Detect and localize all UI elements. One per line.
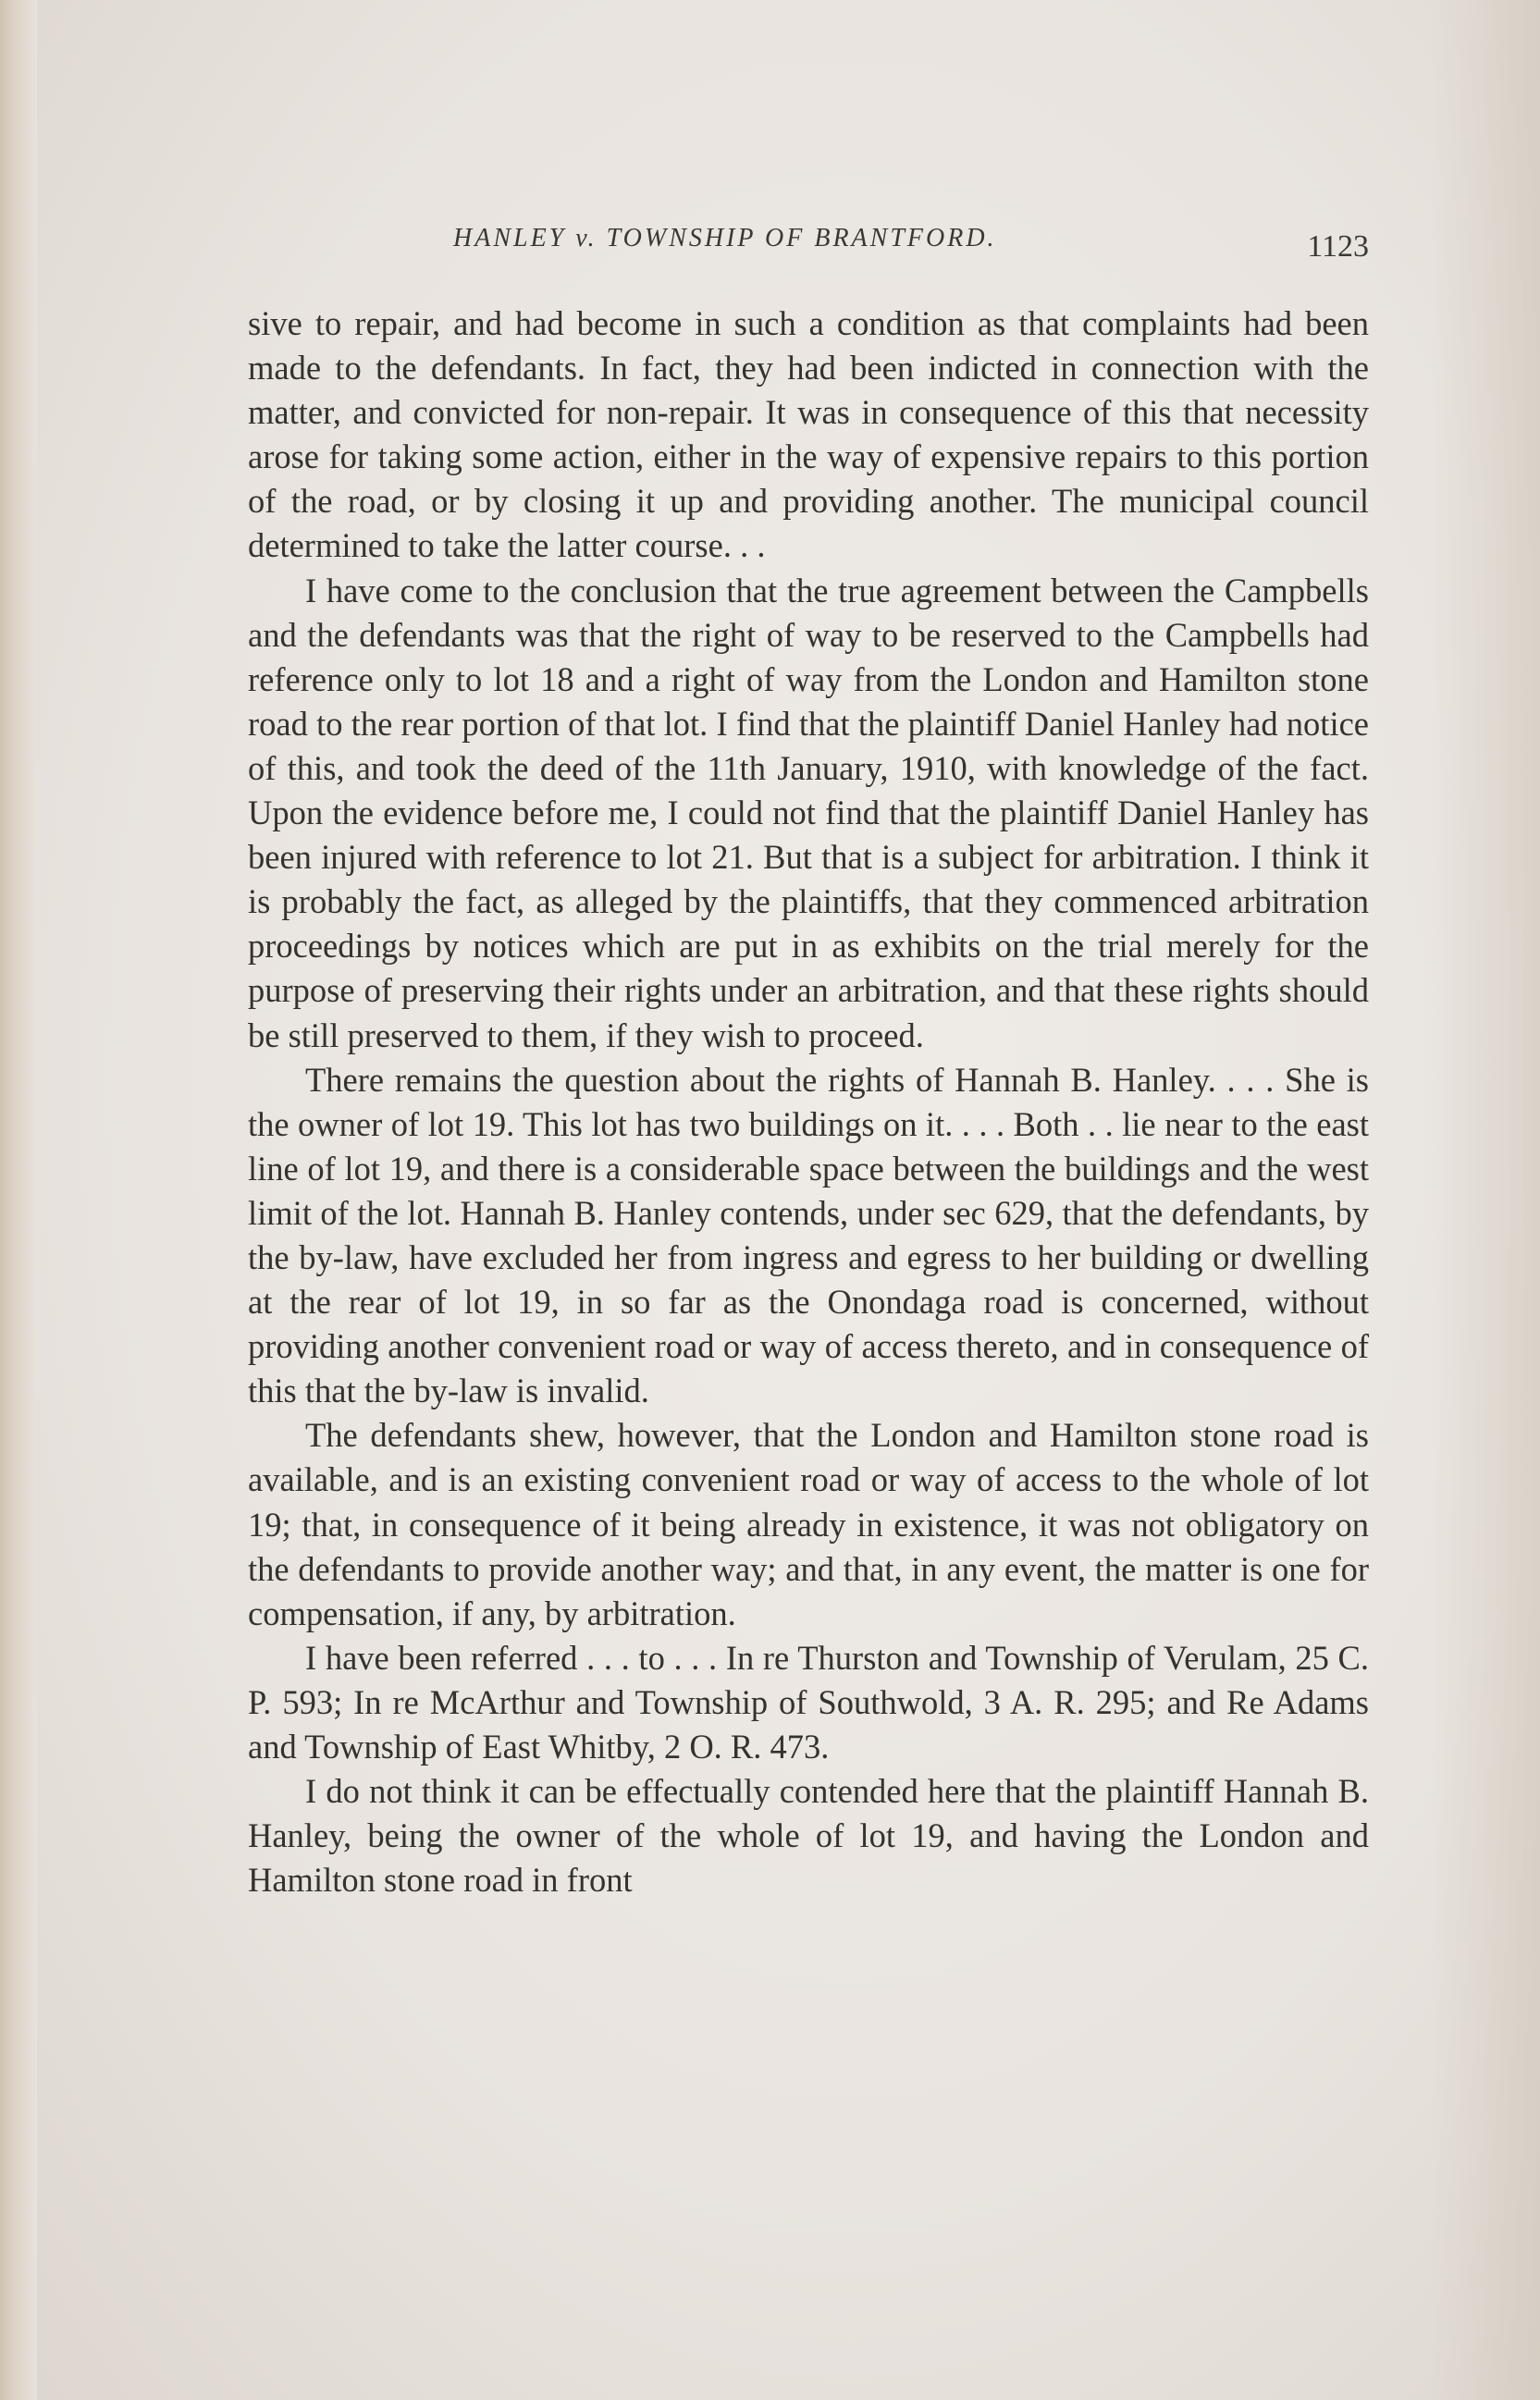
paragraph-1: sive to repair, and had become in such a condition as that complaints had been made to the defendants. In fact, they had been indicted in connection with the matter, and convicted for non-repair. It was in consequence of this that necessity arose for taking some action, either in the way of expensive repairs to this portion of the road, or by closing it up and providing another. The municipal council determined to take the latter course. . . — [248, 304, 1369, 565]
page-number: 1123 — [1307, 229, 1369, 264]
paragraph-4: The defendants shew, however, that the London and Hamilton stone road is available, and is an existing convenient road or way of access to the whole of lot 19; that, in consequence of it being already in existence, it was not obligatory on the defendants to provide another way; and that, in any event, the matter is one for compensation, if any, by arbitration. — [248, 1416, 1369, 1632]
paragraph-2: I have come to the conclusion that the true agreement between the Campbells and the defendants was that the right of way to be reserved to the Campbells had reference only to lot 18 and a right of way from the London and Hamilton stone road to the rear portion of that lot. I find that the plaintiff Daniel Hanley had notice of this, and took the deed of the 11th January, 1910, with knowledge of the fact. Upon the evidence before me, I could not find that the plaintiff Daniel Hanley has been injured with reference to lot 21. But that is a subject for arbitration. I think it is probably the fact, as alleged by the plaintiffs, that they commenced arbitration proceedings by notices which are put in as exhibits on the trial merely for the purpose of preserving their rights under an arbitration, and that these rights should be still preserved to them, if they wish to proceed. — [248, 571, 1369, 1054]
paragraph-6: I do not think it can be effectually contended here that the plaintiff Hannah B. Hanley, being the owner of the whole of lot 19, and having the London and Hamilton stone road in front — [248, 1772, 1369, 1900]
paragraph-3: There remains the question about the rights of Hannah B. Hanley. . . . She is the owner of lot 19. This lot has two buildings on it. . . . Both . . lie near to the east line of lot 19, and there is a considerable space between the buildings and the west limit of the lot. Hannah B. Hanley contends, under sec 629, that the defendants, by the by-law, have excluded her from ingress and egress to her building or dwelling at the rear of lot 19, in so far as the Onondaga road is concerned, without providing another convenient road or way of access thereto, and in consequence of this that the by-law is invalid. — [248, 1060, 1369, 1410]
page-outer-edge — [1429, 0, 1540, 2400]
running-title: HANLEY v. TOWNSHIP OF BRANTFORD. — [453, 224, 997, 252]
body-text — [248, 302, 1369, 1902]
page-binding-edge — [0, 0, 37, 2400]
running-head — [248, 213, 1369, 268]
page-content — [248, 213, 1369, 1902]
paragraph-5: I have been referred . . . to . . . In re Thurston and Township of Verulam, 25 C. P. 593; In re McArthur and Township of Southwold, 3 A. R. 295; and Re Adams and Township of East Whitby, 2 O. R. 473. — [248, 1638, 1369, 1766]
